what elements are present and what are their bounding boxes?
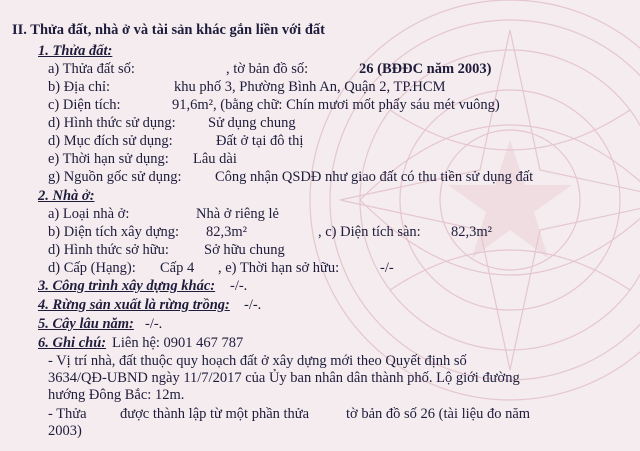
house-heading: 2. Nhà ở:	[38, 188, 95, 204]
grade-label: d) Cấp (Hạng):	[48, 260, 136, 276]
perennial-heading: 5. Cây lâu năm:	[38, 316, 134, 332]
other-works-value: -/-.	[230, 278, 248, 294]
map-sheet-label: , tờ bản đồ số:	[226, 61, 309, 77]
usage-form-label: d) Hình thức sử dụng:	[48, 115, 176, 131]
address-value: khu phố 3, Phường Bình An, Quận 2, TP.HCM	[174, 79, 446, 95]
note-map-sheet: tờ bản đồ số 26 (tài liệu đo năm	[346, 406, 531, 422]
floor-area-value: 82,3m²	[451, 224, 493, 240]
usage-purpose-label: d) Mục đích sử dụng:	[48, 133, 173, 149]
ownership-form-label: d) Hình thức sở hữu:	[48, 242, 169, 258]
note-line-2: 3634/QĐ-UBND ngày 11/7/2017 của Ủy ban nhân dân thành phố. Lộ giới đường	[48, 370, 520, 386]
note-heading: 6. Ghi chú:	[38, 335, 107, 351]
section-title: II. Thửa đất, nhà ở và tài sản khác gắn liền với đất	[12, 22, 325, 38]
house-type-label: a) Loại nhà ở:	[48, 206, 130, 222]
grade-value: Cấp 4	[160, 260, 195, 276]
perennial-value: -/-.	[145, 316, 163, 332]
map-sheet-value: 26 (BĐĐC năm 2003)	[359, 61, 492, 77]
usage-purpose-value: Đất ở tại đô thị	[216, 133, 304, 149]
usage-term-label: e) Thời hạn sử dụng:	[48, 151, 169, 167]
note-line-3: hướng Đông Bắc: 12m.	[48, 387, 185, 403]
forest-heading: 4. Rừng sản xuất là rừng trồng:	[38, 297, 230, 313]
area-value: 91,6m², (bằng chữ: Chín mươi mốt phẩy sáu mét vuông)	[172, 97, 500, 113]
usage-origin-value: Công nhận QSDĐ như giao đất có thu tiền sử dụng đất	[215, 169, 534, 185]
built-area-label: b) Diện tích xây dựng:	[48, 224, 180, 240]
usage-term-value: Lâu dài	[193, 151, 237, 167]
ownership-term-label: , e) Thời hạn sở hữu:	[218, 260, 340, 276]
contact-phone: Liên hệ: 0901 467 787	[112, 335, 244, 351]
built-area-value: 82,3m²	[206, 224, 248, 240]
note-year: 2003)	[48, 423, 82, 439]
land-plot-heading: 1. Thửa đất:	[38, 43, 113, 59]
note-line-1: - Vị trí nhà, đất thuộc quy hoạch đất ở xây dựng mới theo Quyết định số	[48, 353, 467, 369]
plot-number-label: a) Thửa đất số:	[48, 61, 135, 77]
area-label: c) Diện tích:	[48, 97, 121, 113]
floor-area-label: , c) Diện tích sàn:	[318, 224, 421, 240]
usage-form-value: Sử dụng chung	[208, 115, 296, 131]
ownership-form-value: Sở hữu chung	[204, 242, 285, 258]
other-works-heading: 3. Công trình xây dựng khác:	[38, 278, 216, 294]
address-label: b) Địa chỉ:	[48, 79, 111, 95]
house-type-value: Nhà ở riêng lẻ	[196, 206, 279, 222]
ownership-term-value: -/-	[380, 260, 394, 276]
forest-value: -/-.	[244, 297, 262, 313]
usage-origin-label: g) Nguồn gốc sử dụng:	[48, 169, 182, 185]
note-plot-prefix: - Thửa	[48, 406, 87, 422]
note-plot-origin: được thành lập từ một phần thửa	[120, 406, 310, 422]
